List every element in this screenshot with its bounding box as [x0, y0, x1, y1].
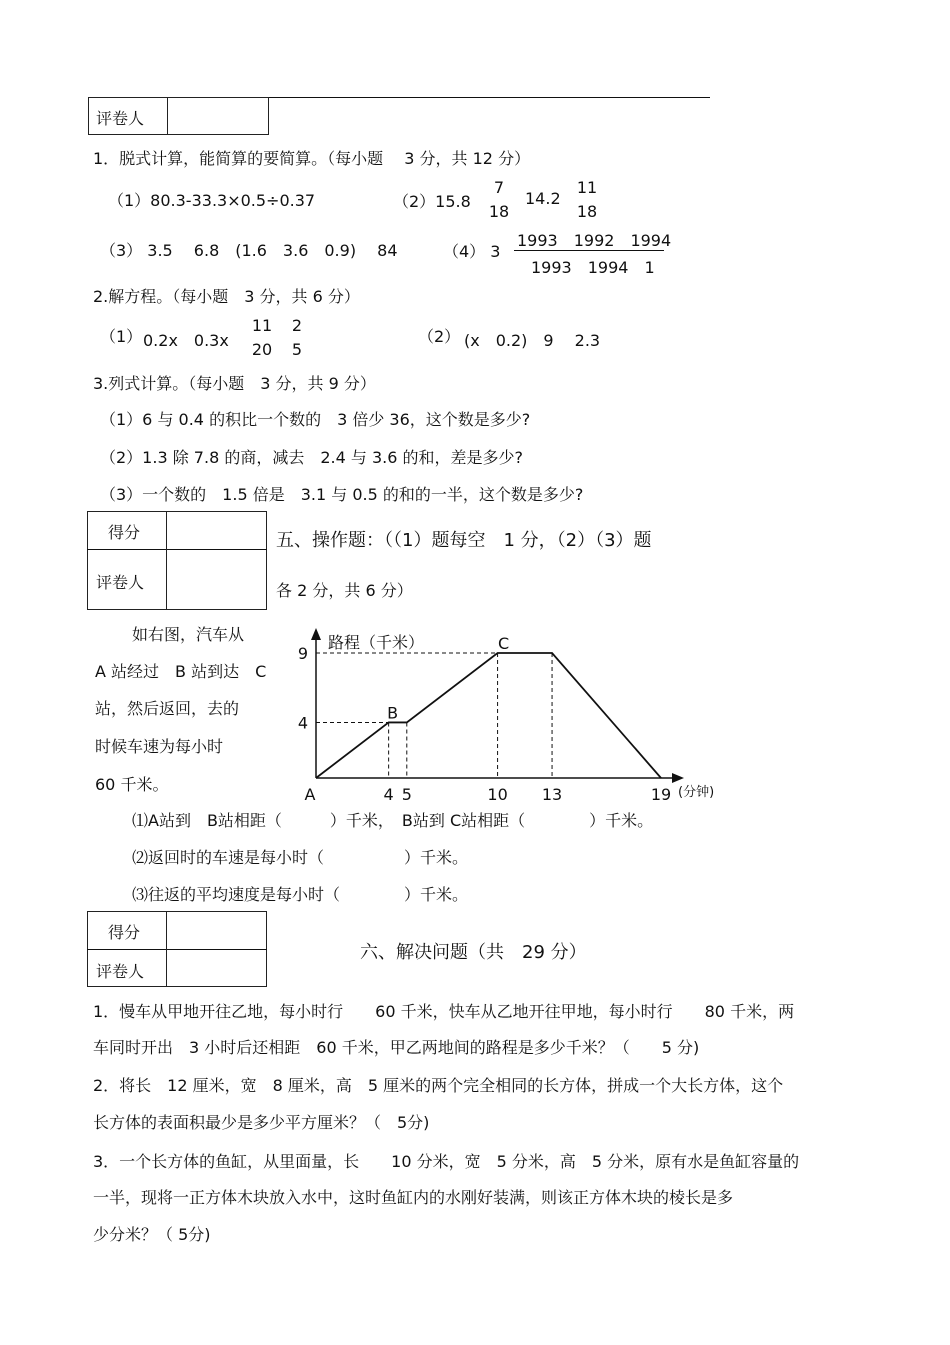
q1-part4-numerator: 1993 1992 1994	[517, 231, 672, 250]
top-grader-label: 评卷人	[96, 109, 145, 128]
sec5-question-2: ⑵返回时的车速是每小时（ ）千米。	[132, 848, 469, 867]
sec5-question-1: ⑴A站到 B站相距（ ）千米， B站到 C站相距（ ）千米。	[132, 811, 654, 830]
q3-item-2: （2）1.3 除 7.8 的商，减去 2.4 与 3.6 的和，差是多少?	[100, 448, 523, 467]
q3-item-1: （1）6 与 0.4 的积比一个数的 3 倍少 36，这个数是多少?	[100, 410, 531, 429]
sec6-problem3-line2: 一半，现将一正方体木块放入水中，这时鱼缸内的水刚好装满，则该正方体木块的棱长是多	[93, 1188, 734, 1207]
q2-part1-prefix: （1）	[100, 327, 143, 346]
q1-part2-mid: 14.2	[525, 189, 561, 208]
x-tick-label: 4	[383, 785, 394, 804]
y-axis-label: 路程（千米）	[328, 633, 425, 652]
q2-part2-expr: (x 0.2) 9 2.3	[464, 331, 601, 350]
fraction-numerator: 11	[576, 178, 598, 197]
sec6-problem2-line2: 长方体的表面积最少是多少平方厘米？（ 5分)	[93, 1113, 430, 1132]
sec6-table-hline	[87, 949, 267, 950]
fraction-numerator: 2	[291, 316, 303, 335]
sec6-problem3-line3: 少分米？（ 5分)	[93, 1225, 211, 1244]
sec6-problem2-line1: 2．将长 12 厘米，宽 8 厘米，高 5 厘米的两个完全相同的长方体，拼成一个大长方体，这个	[93, 1076, 784, 1095]
fraction-denominator: 5	[291, 340, 303, 359]
sec6-score-label: 得分	[108, 923, 141, 942]
fraction-numerator: 11	[251, 316, 273, 335]
route-line	[316, 653, 661, 778]
sec6-problem1-line1: 1．慢车从甲地开往乙地，每小时行 60 千米，快车从乙地开往甲地，每小时行 80 千米，两	[93, 1002, 795, 1021]
q1-part2-fraction2	[574, 176, 600, 224]
sec5-table-vline	[166, 511, 167, 610]
sec5-desc-4: 时候车速为每小时	[95, 737, 224, 756]
sec5-title-line1: 五、操作题：（（1）题每空 1 分，（2）（3）题	[276, 530, 652, 551]
point-label-a: A	[304, 785, 316, 804]
q2-part1-fraction1	[249, 314, 275, 362]
sec5-desc-3: 站，然后返回，去的	[95, 699, 240, 718]
y-axis-arrow	[311, 628, 321, 640]
sec6-table-vline	[166, 911, 167, 987]
q1-part2-prefix: （2）15.8	[393, 192, 471, 211]
x-tick-label: 5	[401, 785, 412, 804]
x-axis-arrow	[672, 773, 684, 783]
sec5-title-line2: 各 2 分，共 6 分）	[276, 581, 413, 600]
fraction-denominator: 18	[488, 202, 510, 221]
q3-item-3: （3）一个数的 1.5 倍是 3.1 与 0.5 的和的一半，这个数是多少?	[100, 485, 584, 504]
point-label-b: B	[387, 703, 399, 723]
q2-part2-prefix: （2）	[418, 327, 461, 346]
q3-title: 3.列式计算。（每小题 3 分，共 9 分）	[93, 374, 376, 393]
sec6-problem3-line1: 3．一个长方体的鱼缸，从里面量，长 10 分米，宽 5 分米，高 5 分米，原有水是鱼缸容量的	[93, 1152, 800, 1171]
q2-part1-expr: 0.2x 0.3x	[143, 331, 229, 350]
sec6-title: 六、解决问题（共 29 分）	[360, 942, 587, 963]
sec6-grader-label: 评卷人	[96, 962, 145, 981]
q1-part4-fraction-bar	[514, 250, 664, 251]
q1-part3: （3） 3.5 6.8 (1.6 3.6 0.9) 84	[100, 241, 398, 260]
q2-part1-fraction2	[287, 314, 307, 362]
sec5-desc-1: 如右图，汽车从	[132, 625, 245, 644]
top-grader-divider	[167, 97, 168, 135]
q1-part1: （1）80.3-33.3×0.5÷0.37	[108, 191, 316, 210]
sec5-question-3: ⑶往返的平均速度是每小时（ ）千米。	[132, 885, 469, 904]
q2-title: 2.解方程。（每小题 3 分，共 6 分）	[93, 287, 360, 306]
y-tick-label: 4	[297, 713, 308, 733]
sec5-table-hline	[87, 549, 267, 550]
q1-part4-prefix: （4） 3	[443, 242, 501, 261]
x-axis-label: (分钟)	[678, 785, 715, 800]
fraction-denominator: 20	[251, 340, 273, 359]
sec5-desc-5: 60 千米。	[95, 775, 169, 794]
point-label-c: C	[497, 634, 510, 653]
x-tick-label: 10	[487, 785, 508, 804]
sec6-problem1-line2: 车同时开出 3 小时后还相距 60 千米，甲乙两地间的路程是多少千米？（ 5 分)	[93, 1038, 700, 1057]
fraction-numerator: 7	[493, 178, 505, 197]
fraction-denominator: 18	[576, 202, 598, 221]
x-tick-label: 19	[650, 785, 672, 804]
y-tick-label: 9	[297, 644, 308, 663]
q1-title: 1．脱式计算，能简算的要简算。（每小题 3 分，共 12 分）	[93, 149, 531, 168]
q1-part4-denominator: 1993 1994 1	[531, 258, 655, 277]
sec5-grader-label: 评卷人	[96, 573, 145, 592]
q1-part2-fraction1	[486, 176, 512, 224]
sec5-score-label: 得分	[108, 523, 141, 542]
x-tick-label: 13	[541, 785, 563, 804]
sec5-desc-2: A 站经过 B 站到达 C	[95, 662, 267, 681]
